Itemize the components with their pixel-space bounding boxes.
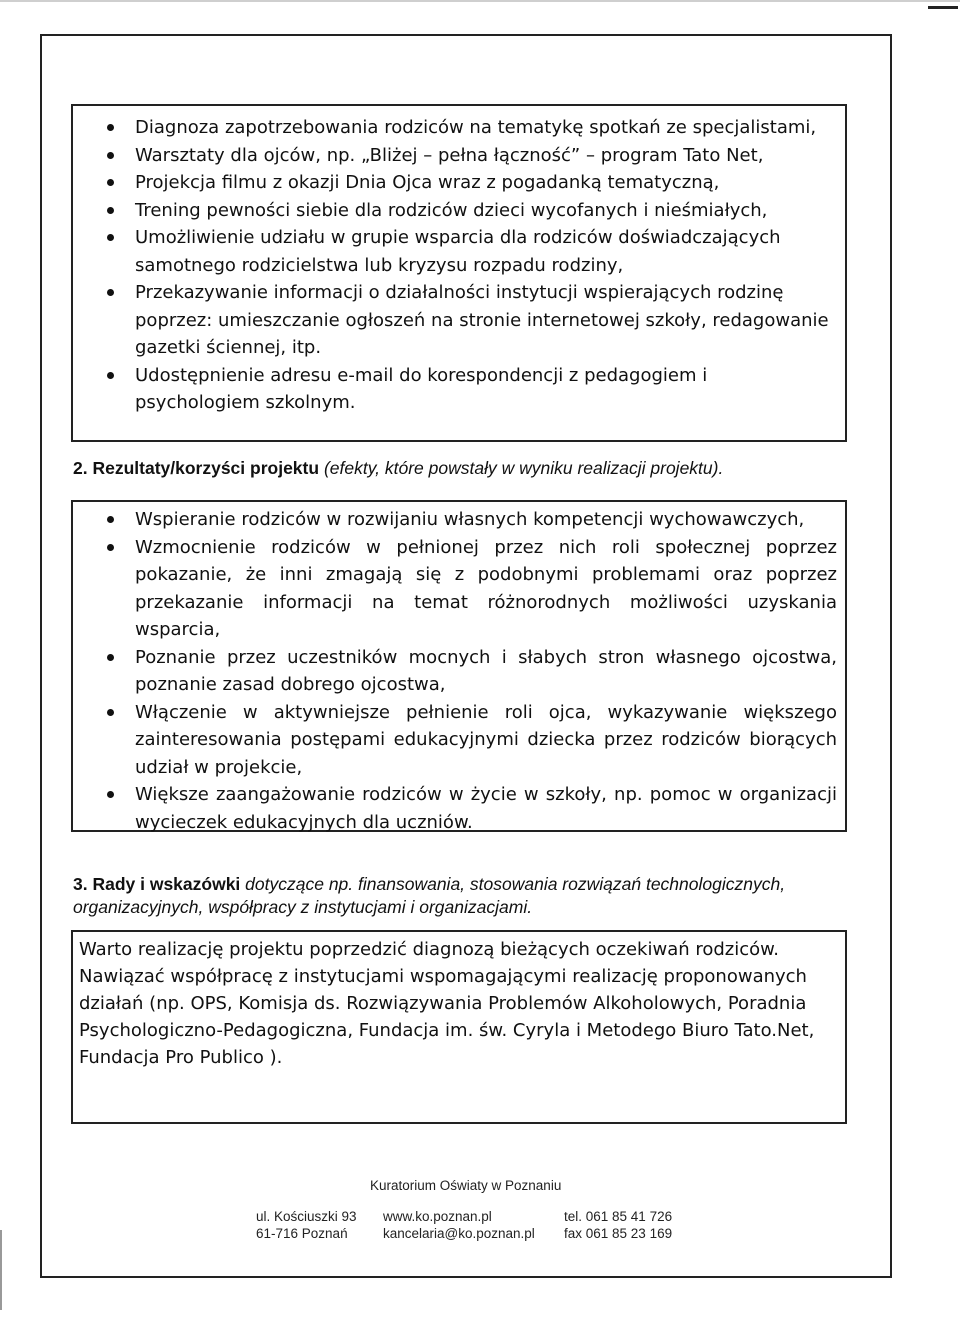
- footer-fax: fax 061 85 23 169: [564, 1226, 673, 1241]
- footer-online: [383, 1208, 535, 1242]
- footer-tel: tel. 061 85 41 726: [564, 1209, 673, 1224]
- scan-edge-left: [0, 1230, 2, 1310]
- list-item: Wspieranie rodziców w rozwijaniu własnych kompetencji wychowawczych,: [73, 506, 845, 534]
- footer-email-link[interactable]: kancelaria@ko.poznan.pl: [383, 1226, 535, 1241]
- list-item: Włączenie w aktywniejsze pełnienie roli ojca, wykazywanie większego zainteresowania postępami edukacyjnymi dziecka przez rodziców biorących udział w projekcie,: [73, 699, 845, 782]
- footer-address: [256, 1208, 357, 1242]
- footer-title: Kuratorium Oświaty w Poznaniu: [370, 1178, 562, 1193]
- list-item: Umożliwienie udziału w grupie wsparcia dla rodziców doświadczających samotnego rodzicielstwa lub kryzysu rozpadu rodziny,: [73, 224, 845, 279]
- list-item: Udostępnienie adresu e-mail do korespondencji z pedagogiem i psychologiem szkolnym.: [73, 362, 845, 417]
- scan-mark-right: [928, 6, 958, 9]
- list-item: Projekcja filmu z okazji Dnia Ojca wraz z pogadanką tematyczną,: [73, 169, 845, 197]
- activities-box: [71, 104, 847, 442]
- footer-address-line1: ul. Kościuszki 93: [256, 1209, 357, 1224]
- list-item: Większe zaangażowanie rodziców w życie w szkoły, np. pomoc w organizacji wycieczek edukacyjnych dla uczniów.: [73, 781, 845, 836]
- results-list: [73, 506, 845, 836]
- section-3-heading: [73, 873, 825, 919]
- list-item: Diagnoza zapotrzebowania rodziców na tematykę spotkań ze specjalistami,: [73, 114, 845, 142]
- footer-address-line2: 61-716 Poznań: [256, 1226, 348, 1241]
- footer-phone: [564, 1208, 672, 1242]
- list-item: Poznanie przez uczestników mocnych i słabych stron własnego ojcostwa, poznanie zasad dobrego ojcostwa,: [73, 644, 845, 699]
- advice-box: [71, 930, 847, 1124]
- list-item: Trening pewności siebie dla rodziców dzieci wycofanych i nieśmiałych,: [73, 197, 845, 225]
- list-item: Warsztaty dla ojców, np. „Bliżej – pełna łączność” – program Tato Net,: [73, 142, 845, 170]
- section-2-heading-bold: 2. Rezultaty/korzyści projektu: [73, 458, 320, 478]
- list-item: Przekazywanie informacji o działalności instytucji wspierających rodzinę poprzez: umieszczanie ogłoszeń na stronie internetowej szkoły, redagowanie gazetki ściennej, itp.: [73, 279, 845, 362]
- activities-list: [73, 114, 845, 417]
- footer-web-link[interactable]: www.ko.poznan.pl: [383, 1209, 492, 1224]
- section-3-heading-italic: dotyczące np. finansowania, stosowania rozwiązań technologicznych, organizacyjnych, współpracy z instytucjami i organizacjami.: [73, 874, 786, 917]
- section-3-heading-bold: 3. Rady i wskazówki: [73, 874, 241, 894]
- advice-text: Warto realizację projektu poprzedzić diagnozą bieżących oczekiwań rodziców. Nawiązać współpracę z instytucjami wspomagającymi realizację proponowanych działań (np. OPS, Komisja ds. Rozwiązywania Problemów Alkoholowych, Poradnia Psychologiczno-Pedagogiczna, Fundacja im. św. Cyryla i Metodego Biuro Tato.Net, Fundacja Pro Publico ).: [79, 939, 815, 1068]
- section-2-heading: [73, 458, 723, 479]
- results-box: [71, 500, 847, 832]
- list-item: Wzmocnienie rodziców w pełnionej przez nich roli społecznej poprzez pokazanie, że inni zmagają się z podobnymi problemami oraz poprzez przekazanie informacji na temat różnorodnych możliwości uzyskania wsparcia,: [73, 534, 845, 644]
- scan-edge-top: [0, 0, 960, 2]
- section-2-heading-italic: (efekty, które powstały w wyniku realizacji projektu).: [323, 458, 724, 478]
